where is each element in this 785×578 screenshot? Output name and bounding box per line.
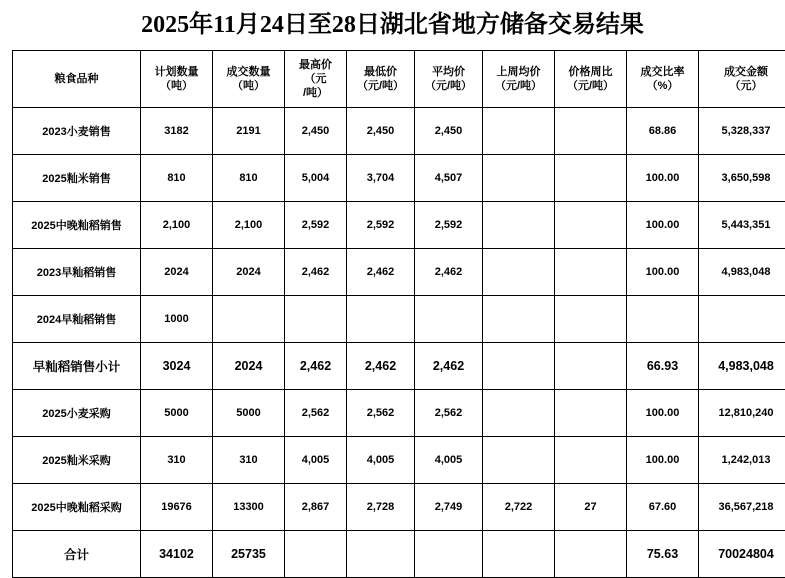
cell-price_wow [555,531,627,578]
cell-variety: 合计 [13,531,141,578]
cell-high_price: 4,005 [285,437,347,484]
table-row [13,484,785,531]
cell-traded_qty: 310 [213,437,285,484]
table-row [13,531,785,578]
cell-price_wow: 27 [555,484,627,531]
cell-trade_amount: 70024804 [699,531,785,578]
column-header-line: 平均价 [415,65,482,79]
cell-variety: 2025中晚籼稻销售 [13,202,141,249]
column-header-line: （元/吨） [415,79,482,93]
table-body [13,108,785,578]
cell-trade_amount: 3,650,598 [699,155,785,202]
cell-trade_ratio: 66.93 [627,343,699,390]
cell-low_price: 3,704 [347,155,415,202]
column-header-line: （元） [699,79,785,93]
cell-traded_qty: 5000 [213,390,285,437]
column-header-line: 最低价 [347,65,414,79]
cell-price_wow [555,390,627,437]
cell-variety: 2025中晚籼稻采购 [13,484,141,531]
cell-traded_qty: 810 [213,155,285,202]
cell-avg_price: 2,450 [415,108,483,155]
cell-avg_price: 2,749 [415,484,483,531]
cell-traded_qty: 2,100 [213,202,285,249]
cell-price_wow [555,296,627,343]
column-header-line: 成交数量 [213,65,284,79]
cell-trade_ratio: 75.63 [627,531,699,578]
cell-avg_price: 4,507 [415,155,483,202]
cell-last_week_avg [483,202,555,249]
cell-low_price [347,296,415,343]
column-header-price_wow [555,51,627,108]
cell-last_week_avg [483,343,555,390]
cell-price_wow [555,249,627,296]
cell-planned_qty: 310 [141,437,213,484]
cell-planned_qty: 2024 [141,249,213,296]
cell-high_price: 5,004 [285,155,347,202]
cell-low_price [347,531,415,578]
table-header [13,51,785,108]
cell-traded_qty: 13300 [213,484,285,531]
column-header-traded_qty [213,51,285,108]
trade-results-table [12,50,785,578]
cell-low_price: 2,562 [347,390,415,437]
cell-high_price: 2,462 [285,249,347,296]
cell-traded_qty: 2024 [213,249,285,296]
cell-trade_ratio: 100.00 [627,390,699,437]
cell-trade_ratio: 67.60 [627,484,699,531]
cell-traded_qty [213,296,285,343]
cell-planned_qty: 3182 [141,108,213,155]
cell-price_wow [555,155,627,202]
cell-low_price: 2,728 [347,484,415,531]
cell-variety: 2023早籼稻销售 [13,249,141,296]
cell-last_week_avg [483,437,555,484]
column-header-line: （元/吨） [347,79,414,93]
cell-planned_qty: 3024 [141,343,213,390]
cell-price_wow [555,108,627,155]
cell-last_week_avg [483,108,555,155]
cell-traded_qty: 2024 [213,343,285,390]
cell-high_price: 2,462 [285,343,347,390]
column-header-line: 粮食品种 [13,72,140,86]
cell-planned_qty: 5000 [141,390,213,437]
column-header-high_price [285,51,347,108]
column-header-line: 计划数量 [141,65,212,79]
cell-variety: 2024早籼稻销售 [13,296,141,343]
cell-price_wow [555,437,627,484]
table-row [13,296,785,343]
cell-high_price: 2,450 [285,108,347,155]
cell-avg_price: 2,592 [415,202,483,249]
cell-variety: 2025籼米销售 [13,155,141,202]
table-row [13,108,785,155]
column-header-trade_ratio [627,51,699,108]
cell-last_week_avg: 2,722 [483,484,555,531]
cell-trade_ratio [627,296,699,343]
column-header-line: /吨） [285,86,346,100]
cell-last_week_avg [483,296,555,343]
cell-low_price: 2,462 [347,249,415,296]
column-header-line: （元/吨） [483,79,554,93]
cell-high_price [285,296,347,343]
cell-avg_price [415,296,483,343]
cell-trade_ratio: 100.00 [627,202,699,249]
table-row [13,249,785,296]
cell-last_week_avg [483,390,555,437]
cell-high_price: 2,592 [285,202,347,249]
cell-trade_amount: 4,983,048 [699,249,785,296]
cell-high_price: 2,867 [285,484,347,531]
cell-high_price [285,531,347,578]
cell-last_week_avg [483,249,555,296]
column-header-line: （元 [285,72,346,86]
cell-price_wow [555,202,627,249]
column-header-planned_qty [141,51,213,108]
column-header-line: 成交比率 [627,65,698,79]
cell-planned_qty: 2,100 [141,202,213,249]
column-header-trade_amount [699,51,785,108]
cell-trade_amount: 12,810,240 [699,390,785,437]
cell-low_price: 2,462 [347,343,415,390]
table-row [13,155,785,202]
cell-low_price: 2,450 [347,108,415,155]
cell-trade_ratio: 100.00 [627,155,699,202]
cell-low_price: 2,592 [347,202,415,249]
table-row [13,202,785,249]
column-header-line: （吨） [213,79,284,93]
cell-last_week_avg [483,531,555,578]
cell-trade_amount: 4,983,048 [699,343,785,390]
column-header-line: （吨） [141,79,212,93]
cell-traded_qty: 2191 [213,108,285,155]
cell-trade_ratio: 100.00 [627,437,699,484]
column-header-line: 上周均价 [483,65,554,79]
column-header-line: 价格周比 [555,65,626,79]
cell-variety: 2025小麦采购 [13,390,141,437]
cell-avg_price: 4,005 [415,437,483,484]
column-header-low_price [347,51,415,108]
column-header-line: （元/吨） [555,79,626,93]
cell-planned_qty: 34102 [141,531,213,578]
cell-low_price: 4,005 [347,437,415,484]
cell-trade_amount: 5,443,351 [699,202,785,249]
cell-avg_price: 2,462 [415,249,483,296]
cell-variety: 2023小麦销售 [13,108,141,155]
cell-variety: 2025籼米采购 [13,437,141,484]
cell-trade_amount: 5,328,337 [699,108,785,155]
column-header-last_week_avg [483,51,555,108]
cell-planned_qty: 1000 [141,296,213,343]
cell-avg_price: 2,562 [415,390,483,437]
cell-high_price: 2,562 [285,390,347,437]
column-header-avg_price [415,51,483,108]
cell-trade_ratio: 100.00 [627,249,699,296]
cell-trade_amount: 36,567,218 [699,484,785,531]
cell-trade_amount [699,296,785,343]
cell-planned_qty: 810 [141,155,213,202]
cell-last_week_avg [483,155,555,202]
cell-avg_price: 2,462 [415,343,483,390]
cell-traded_qty: 25735 [213,531,285,578]
table-header-row [13,51,785,108]
column-header-variety [13,51,141,108]
cell-planned_qty: 19676 [141,484,213,531]
cell-avg_price [415,531,483,578]
cell-price_wow [555,343,627,390]
column-header-line: （%） [627,79,698,93]
table-row [13,437,785,484]
column-header-line: 最高价 [285,58,346,72]
table-row [13,390,785,437]
cell-trade_ratio: 68.86 [627,108,699,155]
column-header-line: 成交金额 [699,65,785,79]
cell-trade_amount: 1,242,013 [699,437,785,484]
page-title: 2025年11月24日至28日湖北省地方储备交易结果 [12,8,773,42]
cell-variety: 早籼稻销售小计 [13,343,141,390]
table-row [13,343,785,390]
